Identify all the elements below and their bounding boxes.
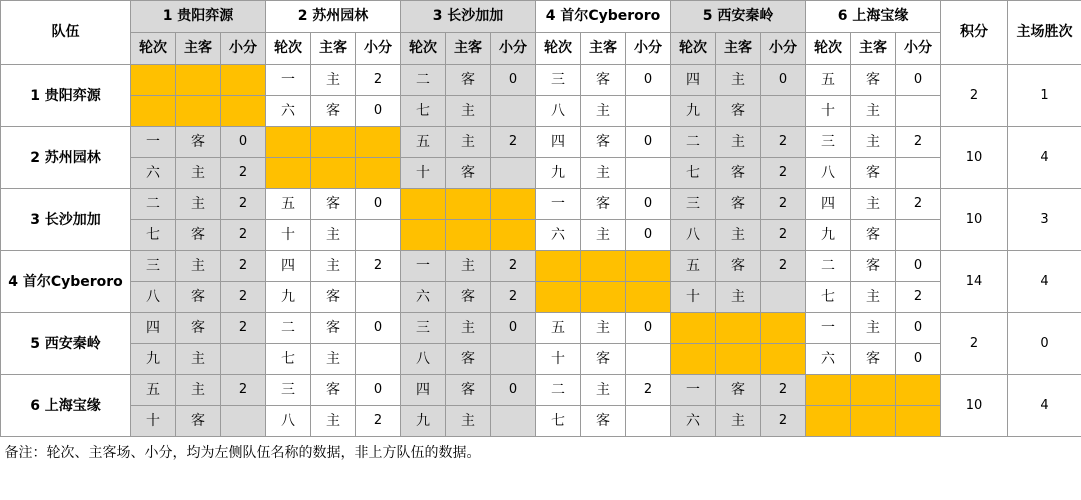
score-cell — [626, 344, 671, 375]
home-away-cell: 客 — [311, 313, 356, 344]
subheader-score: 小分 — [221, 33, 266, 65]
score-cell: 0 — [896, 251, 941, 282]
home-away-cell: 客 — [446, 282, 491, 313]
diagonal-cell — [266, 158, 311, 189]
home-away-cell: 客 — [446, 375, 491, 406]
score-cell: 0 — [626, 220, 671, 251]
round-cell: 六 — [806, 344, 851, 375]
diagonal-cell — [446, 189, 491, 220]
home-wins-cell: 4 — [1008, 127, 1081, 189]
score-cell: 0 — [356, 96, 401, 127]
diagonal-cell — [896, 406, 941, 437]
home-away-cell: 主 — [716, 65, 761, 96]
round-cell: 二 — [536, 375, 581, 406]
diagonal-cell — [761, 313, 806, 344]
home-away-cell: 主 — [851, 189, 896, 220]
team-header-1: 1 贵阳弈源 — [131, 1, 266, 33]
subheader-home-away: 主客 — [851, 33, 896, 65]
home-away-cell: 主 — [851, 127, 896, 158]
diagonal-cell — [671, 344, 716, 375]
home-wins-header: 主场胜次 — [1008, 1, 1081, 65]
round-cell: 三 — [536, 65, 581, 96]
score-cell: 2 — [896, 127, 941, 158]
table-row — [1, 251, 1081, 282]
round-cell: 五 — [671, 251, 716, 282]
round-cell: 五 — [536, 313, 581, 344]
subheader-score: 小分 — [356, 33, 401, 65]
diagonal-cell — [401, 220, 446, 251]
points-cell: 10 — [941, 189, 1008, 251]
home-away-cell: 主 — [176, 158, 221, 189]
score-cell: 0 — [491, 375, 536, 406]
table-row — [1, 282, 1081, 313]
score-cell: 0 — [491, 313, 536, 344]
round-cell: 六 — [131, 158, 176, 189]
row-team-name: 5 西安秦岭 — [1, 313, 131, 375]
table-row — [1, 344, 1081, 375]
diagonal-cell — [491, 220, 536, 251]
score-cell: 0 — [221, 127, 266, 158]
score-cell: 2 — [491, 251, 536, 282]
home-away-cell: 主 — [446, 406, 491, 437]
score-cell — [356, 220, 401, 251]
round-cell: 一 — [536, 189, 581, 220]
diagonal-cell — [806, 375, 851, 406]
subheader-round: 轮次 — [401, 33, 446, 65]
team-column-header: 队伍 — [1, 1, 131, 65]
score-cell: 2 — [761, 251, 806, 282]
home-away-cell: 主 — [581, 158, 626, 189]
row-team-name: 4 首尔Cyberoro — [1, 251, 131, 313]
subheader-round: 轮次 — [671, 33, 716, 65]
score-cell: 2 — [356, 65, 401, 96]
round-cell: 三 — [671, 189, 716, 220]
round-cell: 五 — [131, 375, 176, 406]
round-cell: 七 — [671, 158, 716, 189]
score-cell: 2 — [761, 127, 806, 158]
home-away-cell: 客 — [851, 344, 896, 375]
round-cell: 八 — [131, 282, 176, 313]
header-row-1 — [1, 1, 1081, 33]
home-away-cell: 主 — [176, 251, 221, 282]
score-cell: 2 — [896, 189, 941, 220]
home-away-cell: 客 — [581, 127, 626, 158]
table-row — [1, 220, 1081, 251]
round-cell: 二 — [131, 189, 176, 220]
diagonal-cell — [896, 375, 941, 406]
diagonal-cell — [626, 251, 671, 282]
home-away-cell: 客 — [311, 189, 356, 220]
subheader-home-away: 主客 — [446, 33, 491, 65]
round-cell: 二 — [806, 251, 851, 282]
round-cell: 六 — [671, 406, 716, 437]
home-away-cell: 客 — [176, 406, 221, 437]
table-row — [1, 96, 1081, 127]
score-cell: 2 — [221, 158, 266, 189]
score-cell: 0 — [356, 375, 401, 406]
round-cell: 三 — [806, 127, 851, 158]
home-away-cell: 主 — [446, 251, 491, 282]
diagonal-cell — [446, 220, 491, 251]
home-away-cell: 主 — [446, 96, 491, 127]
score-cell: 2 — [761, 406, 806, 437]
round-cell: 一 — [266, 65, 311, 96]
round-cell: 二 — [401, 65, 446, 96]
score-cell — [221, 406, 266, 437]
round-cell: 八 — [536, 96, 581, 127]
score-cell: 2 — [221, 313, 266, 344]
round-cell: 四 — [401, 375, 446, 406]
score-cell: 2 — [221, 375, 266, 406]
score-cell: 2 — [761, 189, 806, 220]
home-away-cell: 主 — [851, 313, 896, 344]
round-cell: 四 — [266, 251, 311, 282]
home-away-cell: 客 — [851, 220, 896, 251]
diagonal-cell — [851, 406, 896, 437]
round-cell: 三 — [401, 313, 446, 344]
round-cell: 十 — [536, 344, 581, 375]
home-away-cell: 主 — [581, 375, 626, 406]
home-away-cell: 主 — [311, 220, 356, 251]
diagonal-cell — [536, 282, 581, 313]
row-team-name: 6 上海宝缘 — [1, 375, 131, 437]
round-cell: 一 — [401, 251, 446, 282]
row-team-name: 2 苏州园林 — [1, 127, 131, 189]
diagonal-cell — [221, 65, 266, 96]
round-cell: 五 — [401, 127, 446, 158]
round-cell: 七 — [806, 282, 851, 313]
diagonal-cell — [356, 158, 401, 189]
points-cell: 10 — [941, 127, 1008, 189]
score-cell: 2 — [221, 282, 266, 313]
home-away-cell: 客 — [716, 251, 761, 282]
round-cell: 九 — [536, 158, 581, 189]
home-away-cell: 客 — [446, 344, 491, 375]
round-cell: 九 — [806, 220, 851, 251]
subheader-score: 小分 — [761, 33, 806, 65]
home-wins-cell: 4 — [1008, 251, 1081, 313]
score-cell — [491, 158, 536, 189]
diagonal-cell — [176, 65, 221, 96]
score-cell: 0 — [356, 189, 401, 220]
home-away-cell: 客 — [176, 313, 221, 344]
home-away-cell: 客 — [716, 375, 761, 406]
round-cell: 十 — [806, 96, 851, 127]
home-away-cell: 客 — [176, 127, 221, 158]
home-away-cell: 客 — [446, 65, 491, 96]
score-cell — [356, 282, 401, 313]
home-away-cell: 客 — [581, 65, 626, 96]
round-cell: 十 — [131, 406, 176, 437]
points-cell: 10 — [941, 375, 1008, 437]
home-away-cell: 主 — [581, 96, 626, 127]
row-team-name: 3 长沙加加 — [1, 189, 131, 251]
score-cell — [221, 344, 266, 375]
home-away-cell: 主 — [311, 406, 356, 437]
round-cell: 七 — [401, 96, 446, 127]
round-cell: 十 — [671, 282, 716, 313]
score-cell — [896, 96, 941, 127]
home-away-cell: 主 — [581, 313, 626, 344]
round-cell: 七 — [266, 344, 311, 375]
table-row — [1, 158, 1081, 189]
diagonal-cell — [716, 313, 761, 344]
round-cell: 二 — [671, 127, 716, 158]
table-row — [1, 375, 1081, 406]
score-cell — [491, 406, 536, 437]
diagonal-cell — [311, 158, 356, 189]
home-wins-cell: 4 — [1008, 375, 1081, 437]
table-body — [1, 1, 1081, 470]
table-row — [1, 406, 1081, 437]
round-cell: 九 — [671, 96, 716, 127]
diagonal-cell — [176, 96, 221, 127]
home-away-cell: 客 — [716, 189, 761, 220]
score-cell: 0 — [626, 65, 671, 96]
score-cell: 2 — [761, 220, 806, 251]
diagonal-cell — [311, 127, 356, 158]
home-away-cell: 客 — [851, 65, 896, 96]
score-cell: 2 — [761, 375, 806, 406]
home-away-cell: 客 — [716, 158, 761, 189]
subheader-home-away: 主客 — [311, 33, 356, 65]
round-cell: 四 — [131, 313, 176, 344]
score-cell: 2 — [221, 220, 266, 251]
score-cell: 0 — [896, 65, 941, 96]
round-cell: 七 — [536, 406, 581, 437]
score-cell: 2 — [491, 127, 536, 158]
home-away-cell: 主 — [176, 189, 221, 220]
score-cell: 2 — [221, 189, 266, 220]
round-cell: 七 — [131, 220, 176, 251]
round-cell: 九 — [266, 282, 311, 313]
score-cell: 0 — [491, 65, 536, 96]
score-cell: 2 — [221, 251, 266, 282]
score-cell — [356, 344, 401, 375]
home-away-cell: 客 — [446, 158, 491, 189]
round-cell: 九 — [131, 344, 176, 375]
table-row — [1, 127, 1081, 158]
diagonal-cell — [851, 375, 896, 406]
score-cell: 2 — [626, 375, 671, 406]
round-cell: 五 — [806, 65, 851, 96]
subheader-score: 小分 — [491, 33, 536, 65]
round-cell: 五 — [266, 189, 311, 220]
home-away-cell: 主 — [716, 406, 761, 437]
subheader-round: 轮次 — [536, 33, 581, 65]
home-away-cell: 主 — [716, 282, 761, 313]
home-away-cell: 客 — [176, 282, 221, 313]
home-wins-cell: 3 — [1008, 189, 1081, 251]
subheader-round: 轮次 — [131, 33, 176, 65]
round-cell: 九 — [401, 406, 446, 437]
score-cell — [761, 96, 806, 127]
score-cell — [491, 344, 536, 375]
table-row — [1, 189, 1081, 220]
diagonal-cell — [761, 344, 806, 375]
home-away-cell: 客 — [176, 220, 221, 251]
home-away-cell: 主 — [716, 220, 761, 251]
home-wins-cell: 1 — [1008, 65, 1081, 127]
score-cell: 0 — [626, 127, 671, 158]
points-cell: 2 — [941, 65, 1008, 127]
score-cell — [896, 158, 941, 189]
score-cell: 2 — [896, 282, 941, 313]
home-away-cell: 主 — [716, 127, 761, 158]
subheader-score: 小分 — [896, 33, 941, 65]
score-cell — [896, 220, 941, 251]
score-cell: 2 — [356, 406, 401, 437]
team-header-3: 3 长沙加加 — [401, 1, 536, 33]
diagonal-cell — [266, 127, 311, 158]
round-cell: 二 — [266, 313, 311, 344]
home-away-cell: 主 — [581, 220, 626, 251]
diagonal-cell — [221, 96, 266, 127]
home-wins-cell: 0 — [1008, 313, 1081, 375]
diagonal-cell — [716, 344, 761, 375]
score-cell: 2 — [761, 158, 806, 189]
score-cell — [626, 96, 671, 127]
diagonal-cell — [356, 127, 401, 158]
score-cell: 2 — [356, 251, 401, 282]
round-cell: 十 — [401, 158, 446, 189]
home-away-cell: 客 — [311, 96, 356, 127]
home-away-cell: 客 — [851, 251, 896, 282]
round-cell: 十 — [266, 220, 311, 251]
subheader-round: 轮次 — [266, 33, 311, 65]
diagonal-cell — [401, 189, 446, 220]
footnote: 备注：轮次、主客场、小分，均为左侧队伍名称的数据，非上方队伍的数据。 — [4, 445, 481, 461]
diagonal-cell — [536, 251, 581, 282]
home-away-cell: 客 — [851, 158, 896, 189]
round-cell: 一 — [806, 313, 851, 344]
round-cell: 八 — [806, 158, 851, 189]
table-row — [1, 313, 1081, 344]
team-header-4: 4 首尔Cyberoro — [536, 1, 671, 33]
diagonal-cell — [581, 251, 626, 282]
home-away-cell: 主 — [311, 65, 356, 96]
diagonal-cell — [626, 282, 671, 313]
round-cell: 一 — [131, 127, 176, 158]
home-away-cell: 主 — [311, 251, 356, 282]
points-header: 积分 — [941, 1, 1008, 65]
score-cell: 0 — [626, 189, 671, 220]
home-away-cell: 客 — [581, 189, 626, 220]
round-cell: 八 — [401, 344, 446, 375]
subheader-score: 小分 — [626, 33, 671, 65]
home-away-cell: 客 — [311, 375, 356, 406]
subheader-home-away: 主客 — [716, 33, 761, 65]
row-team-name: 1 贵阳弈源 — [1, 65, 131, 127]
round-cell: 三 — [266, 375, 311, 406]
round-cell: 一 — [671, 375, 716, 406]
home-away-cell: 客 — [311, 282, 356, 313]
score-cell: 0 — [356, 313, 401, 344]
home-away-cell: 主 — [176, 344, 221, 375]
home-away-cell: 主 — [851, 282, 896, 313]
round-cell: 六 — [266, 96, 311, 127]
diagonal-cell — [806, 406, 851, 437]
note-row — [1, 437, 1081, 470]
team-header-6: 6 上海宝缘 — [806, 1, 941, 33]
home-away-cell: 主 — [176, 375, 221, 406]
round-cell: 八 — [266, 406, 311, 437]
score-cell: 0 — [761, 65, 806, 96]
score-cell: 0 — [896, 344, 941, 375]
home-away-cell: 主 — [446, 313, 491, 344]
home-away-cell: 主 — [851, 96, 896, 127]
table-row — [1, 65, 1081, 96]
score-cell: 2 — [491, 282, 536, 313]
score-cell: 0 — [896, 313, 941, 344]
round-cell: 三 — [131, 251, 176, 282]
points-cell: 2 — [941, 313, 1008, 375]
header-row-2 — [1, 33, 1081, 65]
round-cell: 四 — [671, 65, 716, 96]
home-away-cell: 客 — [716, 96, 761, 127]
subheader-round: 轮次 — [806, 33, 851, 65]
team-header-5: 5 西安秦岭 — [671, 1, 806, 33]
diagonal-cell — [131, 65, 176, 96]
home-away-cell: 主 — [446, 127, 491, 158]
diagonal-cell — [131, 96, 176, 127]
round-cell: 四 — [806, 189, 851, 220]
points-cell: 14 — [941, 251, 1008, 313]
home-away-cell: 客 — [581, 406, 626, 437]
subheader-home-away: 主客 — [581, 33, 626, 65]
home-away-cell: 客 — [581, 344, 626, 375]
diagonal-cell — [671, 313, 716, 344]
score-cell — [491, 96, 536, 127]
round-cell: 六 — [401, 282, 446, 313]
home-away-cell: 主 — [311, 344, 356, 375]
score-cell — [761, 282, 806, 313]
score-cell: 0 — [626, 313, 671, 344]
score-cell — [626, 158, 671, 189]
team-header-2: 2 苏州园林 — [266, 1, 401, 33]
round-cell: 六 — [536, 220, 581, 251]
diagonal-cell — [581, 282, 626, 313]
diagonal-cell — [491, 189, 536, 220]
round-cell: 八 — [671, 220, 716, 251]
round-cell: 四 — [536, 127, 581, 158]
subheader-home-away: 主客 — [176, 33, 221, 65]
score-cell — [626, 406, 671, 437]
